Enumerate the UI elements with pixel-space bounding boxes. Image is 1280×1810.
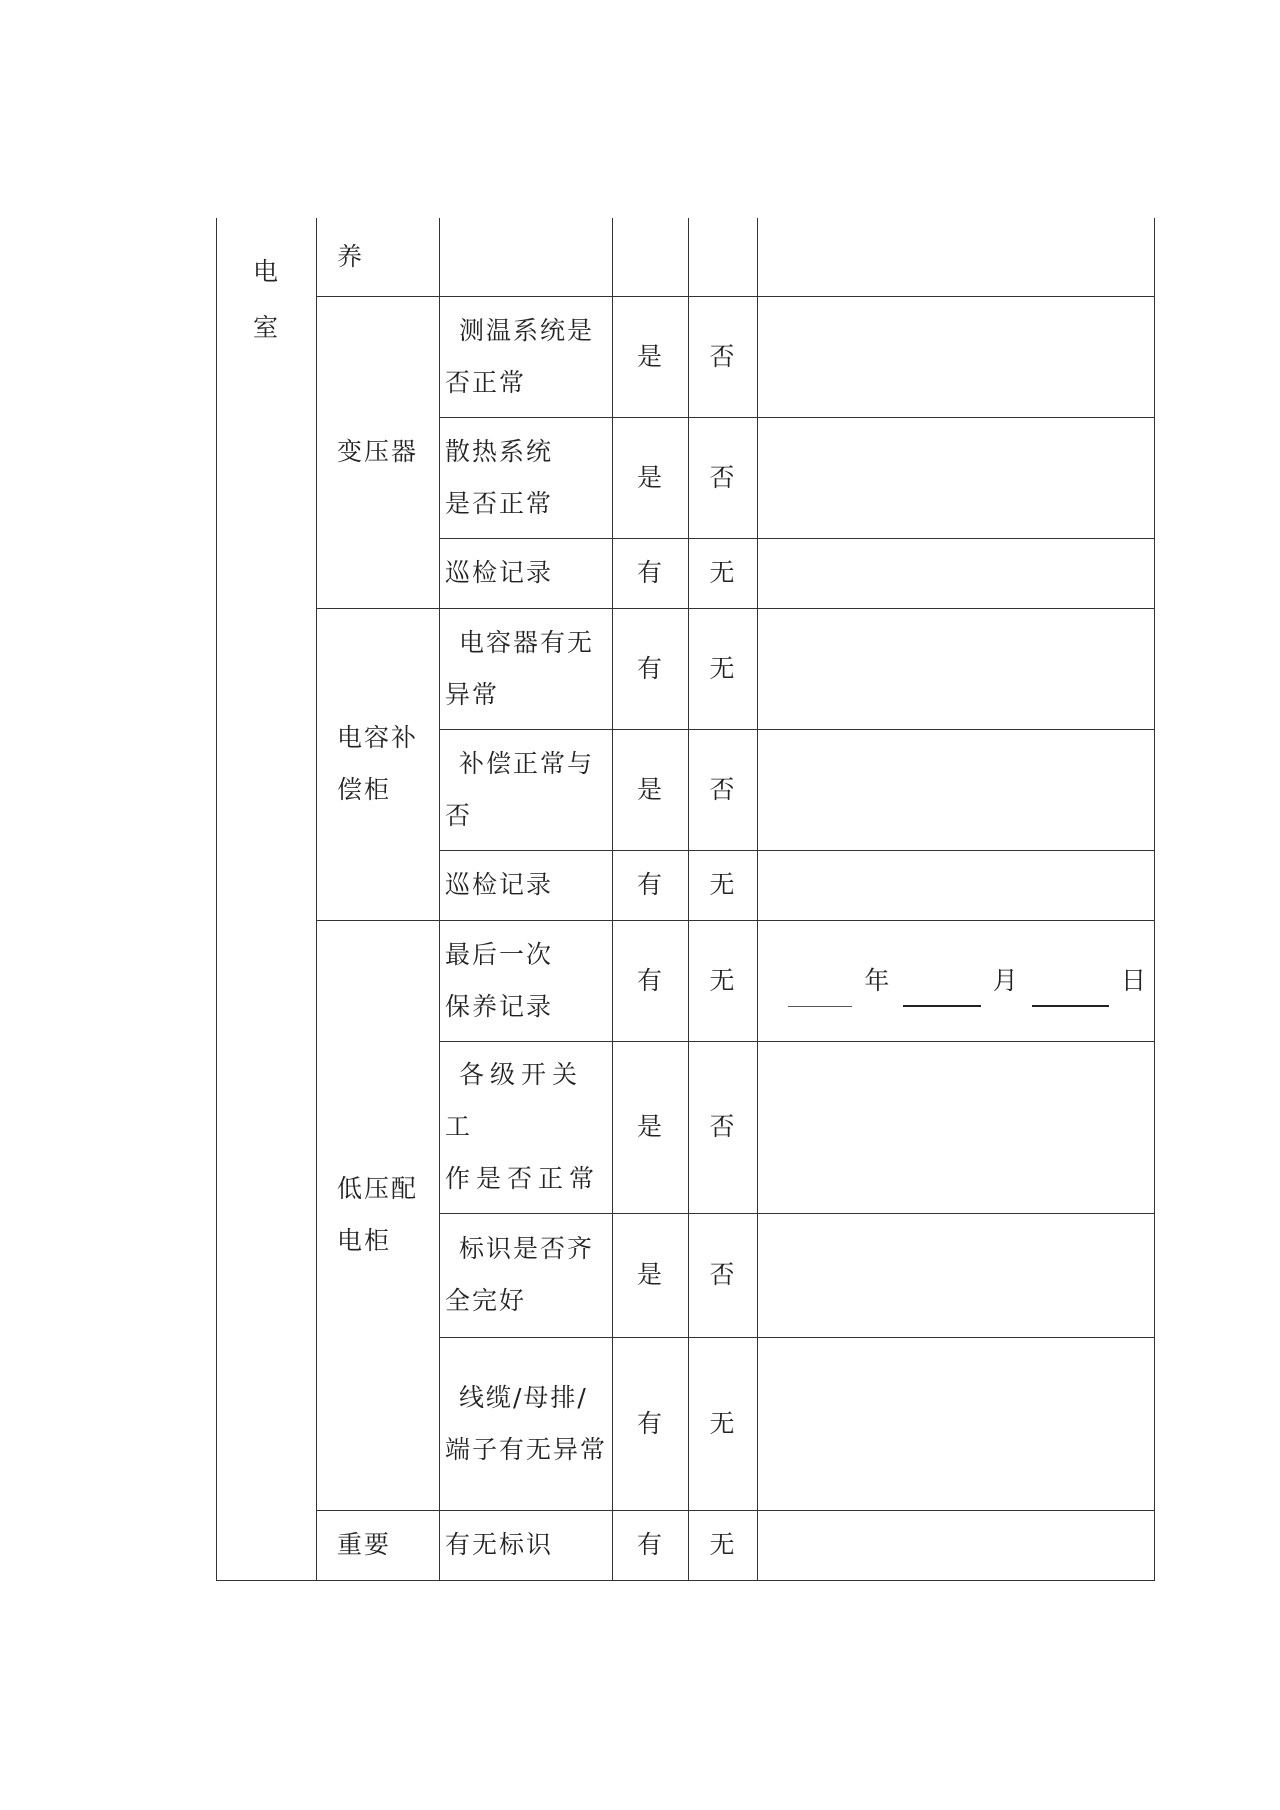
table-row — [217, 1510, 1155, 1580]
item-text: 电容器有无 异常 — [445, 627, 595, 709]
inspection-table — [216, 218, 1155, 1581]
day-blank[interactable] — [1032, 975, 1109, 1007]
table-row — [217, 296, 1155, 417]
remark-cell[interactable] — [758, 729, 1155, 850]
option-no[interactable]: 无 — [689, 850, 758, 920]
group-name: 重要 — [317, 1510, 440, 1580]
option-no[interactable]: 无 — [689, 1337, 758, 1510]
option-yes[interactable]: 有 — [613, 1337, 689, 1510]
date-cell — [758, 920, 1155, 1041]
item-label: 最后一次 保养记录 — [440, 920, 613, 1041]
remark-cell[interactable] — [758, 1041, 1155, 1213]
section-label: 电 室 — [252, 257, 280, 342]
date-line — [788, 955, 1154, 1007]
option-yes[interactable]: 有 — [613, 1510, 689, 1580]
option-no[interactable]: 无 — [689, 538, 758, 608]
option-yes[interactable]: 是 — [613, 729, 689, 850]
option-yes[interactable]: 是 — [613, 296, 689, 417]
remark-cell[interactable] — [758, 538, 1155, 608]
remark-cell[interactable] — [758, 1337, 1155, 1510]
remark-cell[interactable] — [758, 850, 1155, 920]
remark-cell[interactable] — [758, 1510, 1155, 1580]
table-row — [217, 608, 1155, 729]
option-yes[interactable]: 是 — [613, 417, 689, 538]
option-no[interactable]: 无 — [689, 608, 758, 729]
empty-cell — [758, 218, 1155, 296]
group-name: 变压器 — [317, 296, 440, 608]
month-label: 月 — [992, 965, 1020, 995]
option-no[interactable]: 否 — [689, 1041, 758, 1213]
item-label — [440, 1337, 613, 1510]
month-blank[interactable] — [903, 975, 980, 1007]
option-no[interactable]: 无 — [689, 1510, 758, 1580]
table-row — [217, 920, 1155, 1041]
option-no[interactable]: 否 — [689, 1213, 758, 1337]
item-text: 各级开关工 作是否正常 — [445, 1060, 601, 1193]
group-name: 低压配 电柜 — [317, 920, 440, 1510]
item-text: 标识是否齐 全完好 — [445, 1234, 595, 1315]
year-blank[interactable] — [788, 976, 852, 1007]
item-label — [440, 729, 613, 850]
option-yes[interactable]: 有 — [613, 920, 689, 1041]
remark-cell[interactable] — [758, 1213, 1155, 1337]
item-label — [440, 1213, 613, 1337]
empty-cell — [689, 218, 758, 296]
option-yes[interactable]: 有 — [613, 608, 689, 729]
item-label: 散热系统 是否正常 — [440, 417, 613, 538]
group-name: 电容补 偿柜 — [317, 608, 440, 920]
section-label-cell — [217, 218, 317, 1580]
year-label: 年 — [864, 965, 892, 995]
option-yes[interactable]: 是 — [613, 1041, 689, 1213]
remark-cell[interactable] — [758, 296, 1155, 417]
option-no[interactable]: 无 — [689, 920, 758, 1041]
empty-cell — [613, 218, 689, 296]
item-text: 线缆/母排/ 端子有无异常 — [445, 1382, 608, 1464]
item-text: 测温系统是 否正常 — [445, 315, 595, 397]
remark-cell[interactable] — [758, 417, 1155, 538]
item-label: 有无标识 — [440, 1510, 613, 1580]
item-label — [440, 608, 613, 729]
item-label — [440, 296, 613, 417]
option-no[interactable]: 否 — [689, 729, 758, 850]
option-yes[interactable]: 有 — [613, 850, 689, 920]
remark-cell[interactable] — [758, 608, 1155, 729]
option-no[interactable]: 否 — [689, 296, 758, 417]
item-text: 补偿正常与 否 — [445, 748, 595, 830]
maintenance-tail: 养 — [317, 218, 440, 296]
option-no[interactable]: 否 — [689, 417, 758, 538]
day-label: 日 — [1120, 965, 1148, 995]
option-yes[interactable]: 是 — [613, 1213, 689, 1337]
item-label: 巡检记录 — [440, 850, 613, 920]
option-yes[interactable]: 有 — [613, 538, 689, 608]
table-row — [217, 218, 1155, 296]
item-label — [440, 1041, 613, 1213]
empty-cell — [440, 218, 613, 296]
item-label: 巡检记录 — [440, 538, 613, 608]
